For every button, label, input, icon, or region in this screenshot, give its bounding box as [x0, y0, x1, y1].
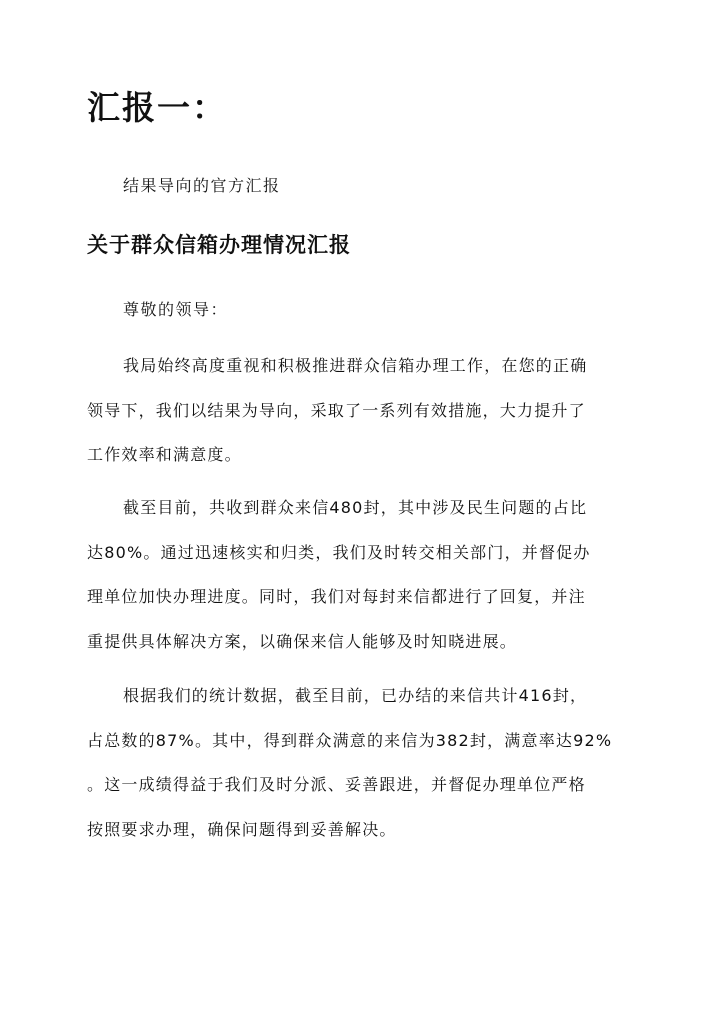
- paragraph-intro: [87, 352, 647, 486]
- paragraph-line: 占总数的87%。其中，得到群众满意的来信为382封，满意率达92%: [87, 730, 613, 750]
- paragraph-line: 截至目前，共收到群众来信480封，其中涉及民生问题的占比: [123, 498, 588, 517]
- paragraph-line: 达80%。通过迅速核实和归类，我们及时转交相关部门，并督促办: [87, 542, 591, 562]
- paragraph-line: 领导下，我们以结果为导向，采取了一系列有效措施，大力提升了: [87, 400, 586, 420]
- paragraph-line: 工作效率和满意度。: [87, 445, 242, 464]
- paragraph-line: 根据我们的统计数据，截至目前，已办结的来信共计416封，: [123, 686, 588, 705]
- paragraph-line: 。这一成绩得益于我们及时分派、妥善跟进，并督促办理单位严格: [87, 775, 586, 794]
- paragraph-line: 我局始终高度重视和积极推进群众信箱办理工作，在您的正确: [123, 356, 588, 375]
- report-title: 关于群众信箱办理情况汇报: [87, 232, 351, 257]
- paragraph-line: 理单位加快办理进度。同时，我们对每封来信都进行了回复，并注: [87, 587, 586, 606]
- document-subtitle: 结果导向的官方汇报: [123, 176, 281, 195]
- paragraph-statistics: [87, 682, 647, 860]
- document-heading: 汇报一：: [87, 88, 227, 127]
- paragraph-line: 重提供具体解决方案，以确保来信人能够及时知晓进展。: [87, 631, 518, 651]
- salutation: 尊敬的领导：: [123, 300, 229, 319]
- paragraph-line: 按照要求办理，确保问题得到妥善解决。: [87, 819, 397, 839]
- paragraph-letters-received: [87, 494, 647, 672]
